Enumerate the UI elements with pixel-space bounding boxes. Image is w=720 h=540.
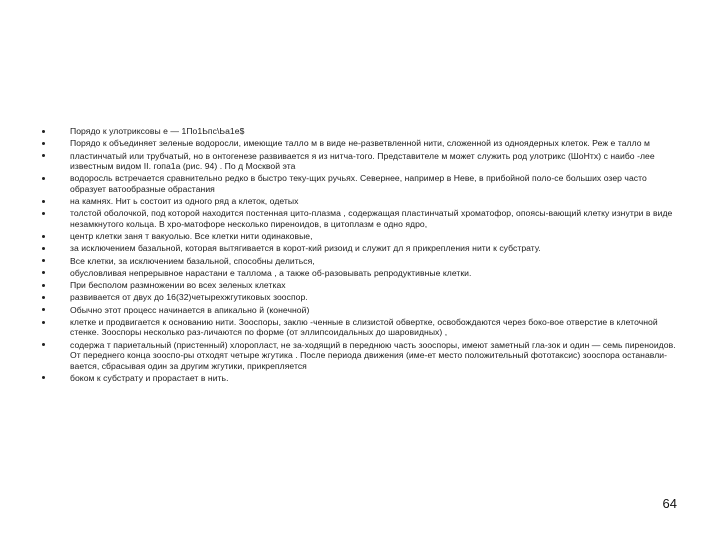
bullet-text: на камнях. Нит ь состоит из одного ряд а клеток, одетых xyxy=(70,196,299,206)
bullet-text: Порядо к объединяет зеленые водоросли, имеющие талло м в виде не-разветвленной нити, сложенной из одноядерных клеток. Реж е талло м xyxy=(70,138,650,149)
bullet-item xyxy=(0,305,720,315)
bullet-text: содержа т париетальный (пристенный) хлоропласт, не за-ходящий в переднюю часть зооспоры, имеют заметный гла-зок и один — семь пиреноидов. От переднего конца зооспо-ры отходят четыре жгутика . После периода движения (име-ет место положительный фототаксис) зооспора останавли-вается, сбрасывая один за другим жгутики, прикрепляется xyxy=(70,339,676,371)
page-number: 64 xyxy=(662,496,677,511)
bullet-dot-icon xyxy=(42,321,45,324)
bullet-item xyxy=(0,256,720,266)
bullet-item xyxy=(0,138,720,148)
bullet-text: При бесполом размножении во всех зеленых клетках xyxy=(70,280,286,291)
bullet-item xyxy=(0,151,720,172)
bullet-dot-icon xyxy=(42,284,45,287)
bullet-dot-icon xyxy=(42,130,45,133)
bullet-item xyxy=(0,373,720,383)
bullet-item xyxy=(0,231,720,241)
bullet-item xyxy=(0,317,720,338)
bullet-text: боком к субстрату и прорастает в нить. xyxy=(70,372,229,383)
bullet-item xyxy=(0,173,720,194)
bullet-text: пластинчатый или трубчатый, но в онтогенезе развивается я из нитча-того. Представителе м может служить род улотрикс (ШоНтх) с наибо -лее известным видом II. гопа1а (рис. 94) . По д Москвой эта xyxy=(70,150,655,171)
bullet-dot-icon xyxy=(42,200,45,203)
bullet-item xyxy=(0,340,720,371)
bullet-dot-icon xyxy=(42,296,45,299)
bullet-dot-icon xyxy=(42,177,45,180)
bullet-text: за исключением базальной, которая вытягивается в корот-кий ризоид и служит дл я прикрепления нити к субстрату. xyxy=(70,243,541,254)
bullet-dot-icon xyxy=(42,343,45,346)
bullet-text: Все клетки, за исключением базальной, способны делиться, xyxy=(70,255,315,266)
bullet-dot-icon xyxy=(42,142,45,145)
bullet-text: водоросль встречается сравнительно редко в быстро теку-щих ручьях. Севернее, например в Неве, в прибойной поло-се больших озер часто образует ватообразные обрастания xyxy=(70,173,647,194)
bullet-dot-icon xyxy=(42,212,45,215)
bullet-item xyxy=(0,268,720,278)
bullet-item xyxy=(0,208,720,229)
bullet-text: обусловливая непрерывное нарастани е таллома , а также об-разовывать репродуктивные клетки. xyxy=(70,267,472,278)
bullet-item xyxy=(0,196,720,206)
bullet-dot-icon xyxy=(42,376,45,379)
bullet-item xyxy=(0,126,720,136)
bullet-dot-icon xyxy=(42,154,45,157)
bullet-item xyxy=(0,292,720,302)
bullet-list xyxy=(0,126,720,385)
bullet-text: Порядо к улотриксовы е — 1По1Ьпс\Ьа1е$ xyxy=(70,126,245,136)
bullet-dot-icon xyxy=(42,247,45,250)
bullet-text: толстой оболочкой, под которой находится постенная цито-плазма , содержащая пластинчатый хроматофор, опоясы-вающий клетку изнутри в виде незамкнутого кольца. В хро-матофоре несколько пиреноидов, в цитоплазм е одно ядро, xyxy=(70,208,673,229)
bullet-dot-icon xyxy=(42,308,45,311)
bullet-item xyxy=(0,243,720,253)
bullet-text: развивается от двух до 16(32)четырехжгутиковых зооспор. xyxy=(70,292,308,303)
bullet-text: клетке и продвигается к основанию нити. Зооспоры, заклю -ченные в слизистой обвертке, освобождаются через боко-вое отверстие в клеточной стенке. Зооспоры несколько раз-личаются по форме (от эллипсоидальных до шаровидных) , xyxy=(70,317,658,338)
bullet-item xyxy=(0,280,720,290)
bullet-text: Обычно этот процесс начинается в апикально й (конечной) xyxy=(70,304,310,315)
bullet-dot-icon xyxy=(42,235,45,238)
bullet-text: центр клетки заня т вакуолью. Все клетки нити одинаковые, xyxy=(70,231,313,241)
bullet-dot-icon xyxy=(42,271,45,274)
bullet-dot-icon xyxy=(42,259,45,262)
